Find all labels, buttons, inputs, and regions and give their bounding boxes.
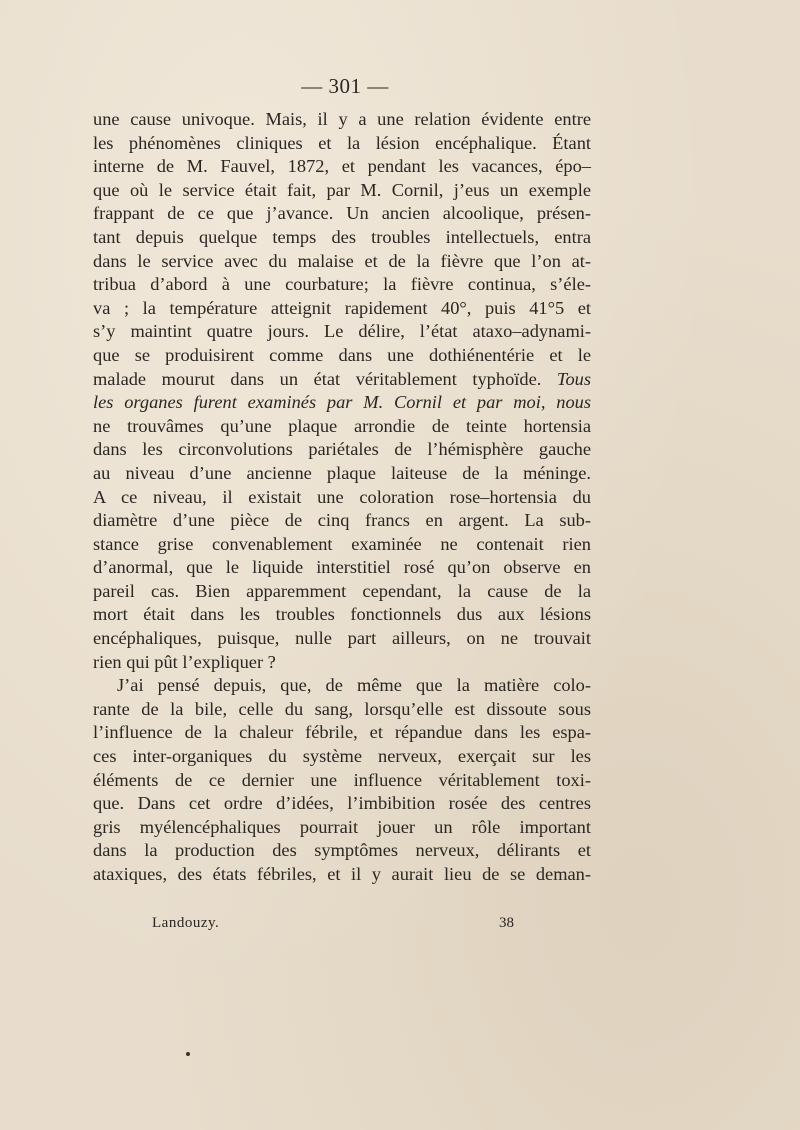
text-line: dans la production des symptômes nerveux, délirants et xyxy=(93,840,591,861)
footer-author: Landouzy. xyxy=(152,915,220,931)
text-line: rien qui pût l’expliquer ? xyxy=(93,651,276,672)
text-line: frappant de ce que j’avance. Un ancien alcoolique, présen- xyxy=(93,203,591,224)
text-line: que se produisirent comme dans une dothiénentérie et le xyxy=(93,344,591,365)
text-line: les phénomènes cliniques et la lésion encéphalique. Étant xyxy=(93,132,591,153)
text-line-with-italic xyxy=(93,368,591,392)
text-line: J’ai pensé depuis, que, de même que la matière colo- xyxy=(117,675,591,696)
ink-speck xyxy=(186,1052,190,1056)
body-text xyxy=(93,108,591,887)
text-line: d’anormal, que le liquide interstitiel rosé qu’on observe en xyxy=(93,557,591,578)
text-line: une cause univoque. Mais, il y a une relation évidente entre xyxy=(93,109,591,129)
text-line: éléments de ce dernier une influence véritablement toxi- xyxy=(93,769,591,790)
signature-mark: 38 xyxy=(499,915,514,931)
text-line: diamètre d’une pièce de cinq francs en argent. La sub- xyxy=(93,510,591,531)
text-line: encéphaliques, puisque, nulle part ailleurs, on ne trouvait xyxy=(93,628,591,649)
text-line: pareil cas. Bien apparemment cependant, la cause de la xyxy=(93,580,591,601)
text-line: gris myélencéphaliques pourrait jouer un rôle important xyxy=(93,816,591,837)
text-line: ne trouvâmes qu’une plaque arrondie de teinte hortensia xyxy=(93,415,591,436)
text-line: stance grise convenablement examinée ne contenait rien xyxy=(93,533,591,554)
text-line-segment: malade mourut dans un état véritablement typhoïde. xyxy=(93,368,542,389)
text-line: A ce niveau, il existait une coloration rose–hortensia du xyxy=(93,486,591,507)
italic-text: Tous xyxy=(556,368,591,389)
text-line: ataxiques, des états fébriles, et il y aurait lieu de se deman- xyxy=(93,864,591,884)
text-line: que où le service était fait, par M. Cornil, j’eus un exemple xyxy=(93,179,591,200)
text-line: ces inter-organiques du système nerveux, exerçait sur les xyxy=(93,746,591,767)
text-line: tant depuis quelque temps des troubles intellectuels, entra xyxy=(93,226,591,247)
italic-text-line xyxy=(93,391,591,415)
text-line: s’y maintint quatre jours. Le délire, l’état ataxo–adynami- xyxy=(93,321,591,342)
text-line: au niveau d’une ancienne plaque laiteuse de la méninge. xyxy=(93,462,591,483)
italic-text: les organes furent examinés par M. Cornil et par moi, nous xyxy=(93,392,591,413)
text-line: tribua d’abord à une courbature; la fièvre continua, s’éle- xyxy=(93,274,591,295)
text-line: dans le service avec du malaise et de la fièvre que l’on at- xyxy=(93,250,591,271)
text-line: l’influence de la chaleur fébrile, et répandue dans les espa- xyxy=(93,722,591,743)
text-line: dans les circonvolutions pariétales de l’hémisphère gauche xyxy=(93,439,591,460)
text-line: interne de M. Fauvel, 1872, et pendant les vacances, épo– xyxy=(93,156,591,177)
text-line: rante de la bile, celle du sang, lorsqu’elle est dissoute sous xyxy=(93,698,591,719)
page-number: — 301 — xyxy=(301,74,389,98)
text-line: mort était dans les troubles fonctionnels dus aux lésions xyxy=(93,604,591,625)
text-line: va ; la température atteignit rapidement 40°, puis 41°5 et xyxy=(93,297,591,318)
text-line: que. Dans cet ordre d’idées, l’imbibition rosée des centres xyxy=(93,793,591,814)
